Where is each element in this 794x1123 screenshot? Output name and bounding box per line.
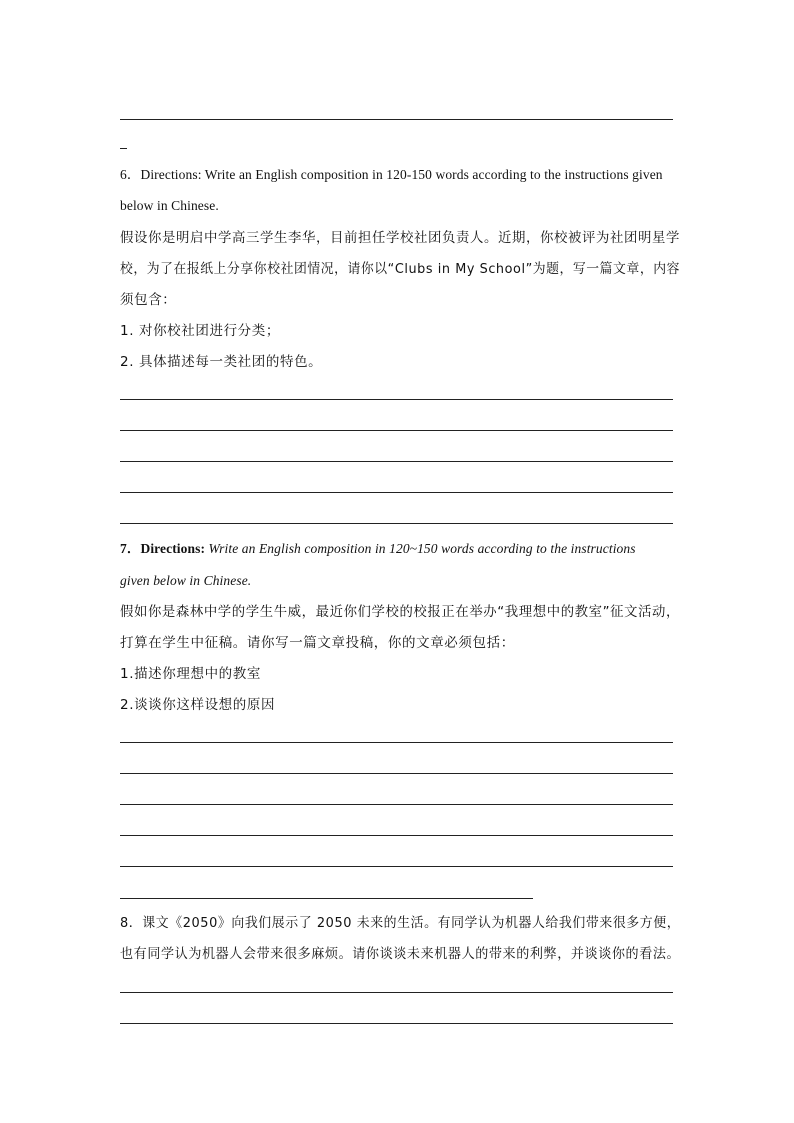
q6-directions-line2: below in Chinese. [120,198,219,213]
answer-line [120,430,673,431]
answer-line [120,804,673,805]
q6-prompt-line3: 须包含： [120,292,177,308]
q8-prompt-line2: 也有同学认为机器人会带来很多麻烦。请你谈谈未来机器人的带来的利弊，并谈谈你的看法。 [120,946,681,962]
answer-line [120,866,673,867]
q7-number: 7 [120,541,127,556]
q6-number-suffix: ． [126,167,141,182]
answer-line [120,492,673,493]
q7-prompt-line2: 打算在学生中征稿。请你写一篇文章投稿，你的文章必须包括： [120,635,515,651]
answer-line [120,835,673,836]
q7-directions-text: Write an English composition in 120~150 words according to the instructions [208,541,636,556]
q6-number: 6 [120,167,127,182]
q7-directions-label: Directions: [140,541,206,556]
q6-directions-line1 [120,166,663,184]
answer-line-short [120,898,533,899]
answer-line [120,523,673,524]
answer-line [120,742,673,743]
q7-directions-line1 [120,540,636,558]
q6-item2: 2. 具体描述每一类社团的特色。 [120,354,323,370]
q6-item1: 1. 对你校社团进行分类； [120,323,280,339]
answer-line [120,992,673,993]
q7-number-suffix: ． [126,541,141,556]
answer-line [120,461,673,462]
answer-line [120,119,673,120]
q6-prompt-line2: 校，为了在报纸上分享你校社团情况，请你以“Clubs in My School”为题，写一篇文章，内容 [120,261,680,277]
answer-line [120,773,673,774]
q8-number: 8 [120,915,129,931]
q7-directions-line2: given below in Chinese. [120,573,252,588]
dash-mark [120,148,127,149]
q7-item1: 1.描述你理想中的教室 [120,666,261,682]
q6-directions-text: Directions: Write an English composition in 120-150 words according to the instructions given [140,167,663,182]
q8-prompt-text: 课文《2050》向我们展示了 2050 未来的生活。有同学认为机器人给我们带来很多方便， [142,915,681,931]
q7-prompt-line1: 假如你是森林中学的学生牛威，最近你们学校的校报正在举办“我理想中的教室”征文活动， [120,604,681,620]
q8-number-suffix: ． [128,915,143,931]
q7-item2: 2.谈谈你这样设想的原因 [120,697,276,713]
q8-prompt-line1 [120,914,680,932]
q6-prompt-line1: 假设你是明启中学高三学生李华，目前担任学校社团负责人。近期，你校被评为社团明星学 [120,230,681,246]
answer-line [120,1023,673,1024]
answer-line [120,399,673,400]
